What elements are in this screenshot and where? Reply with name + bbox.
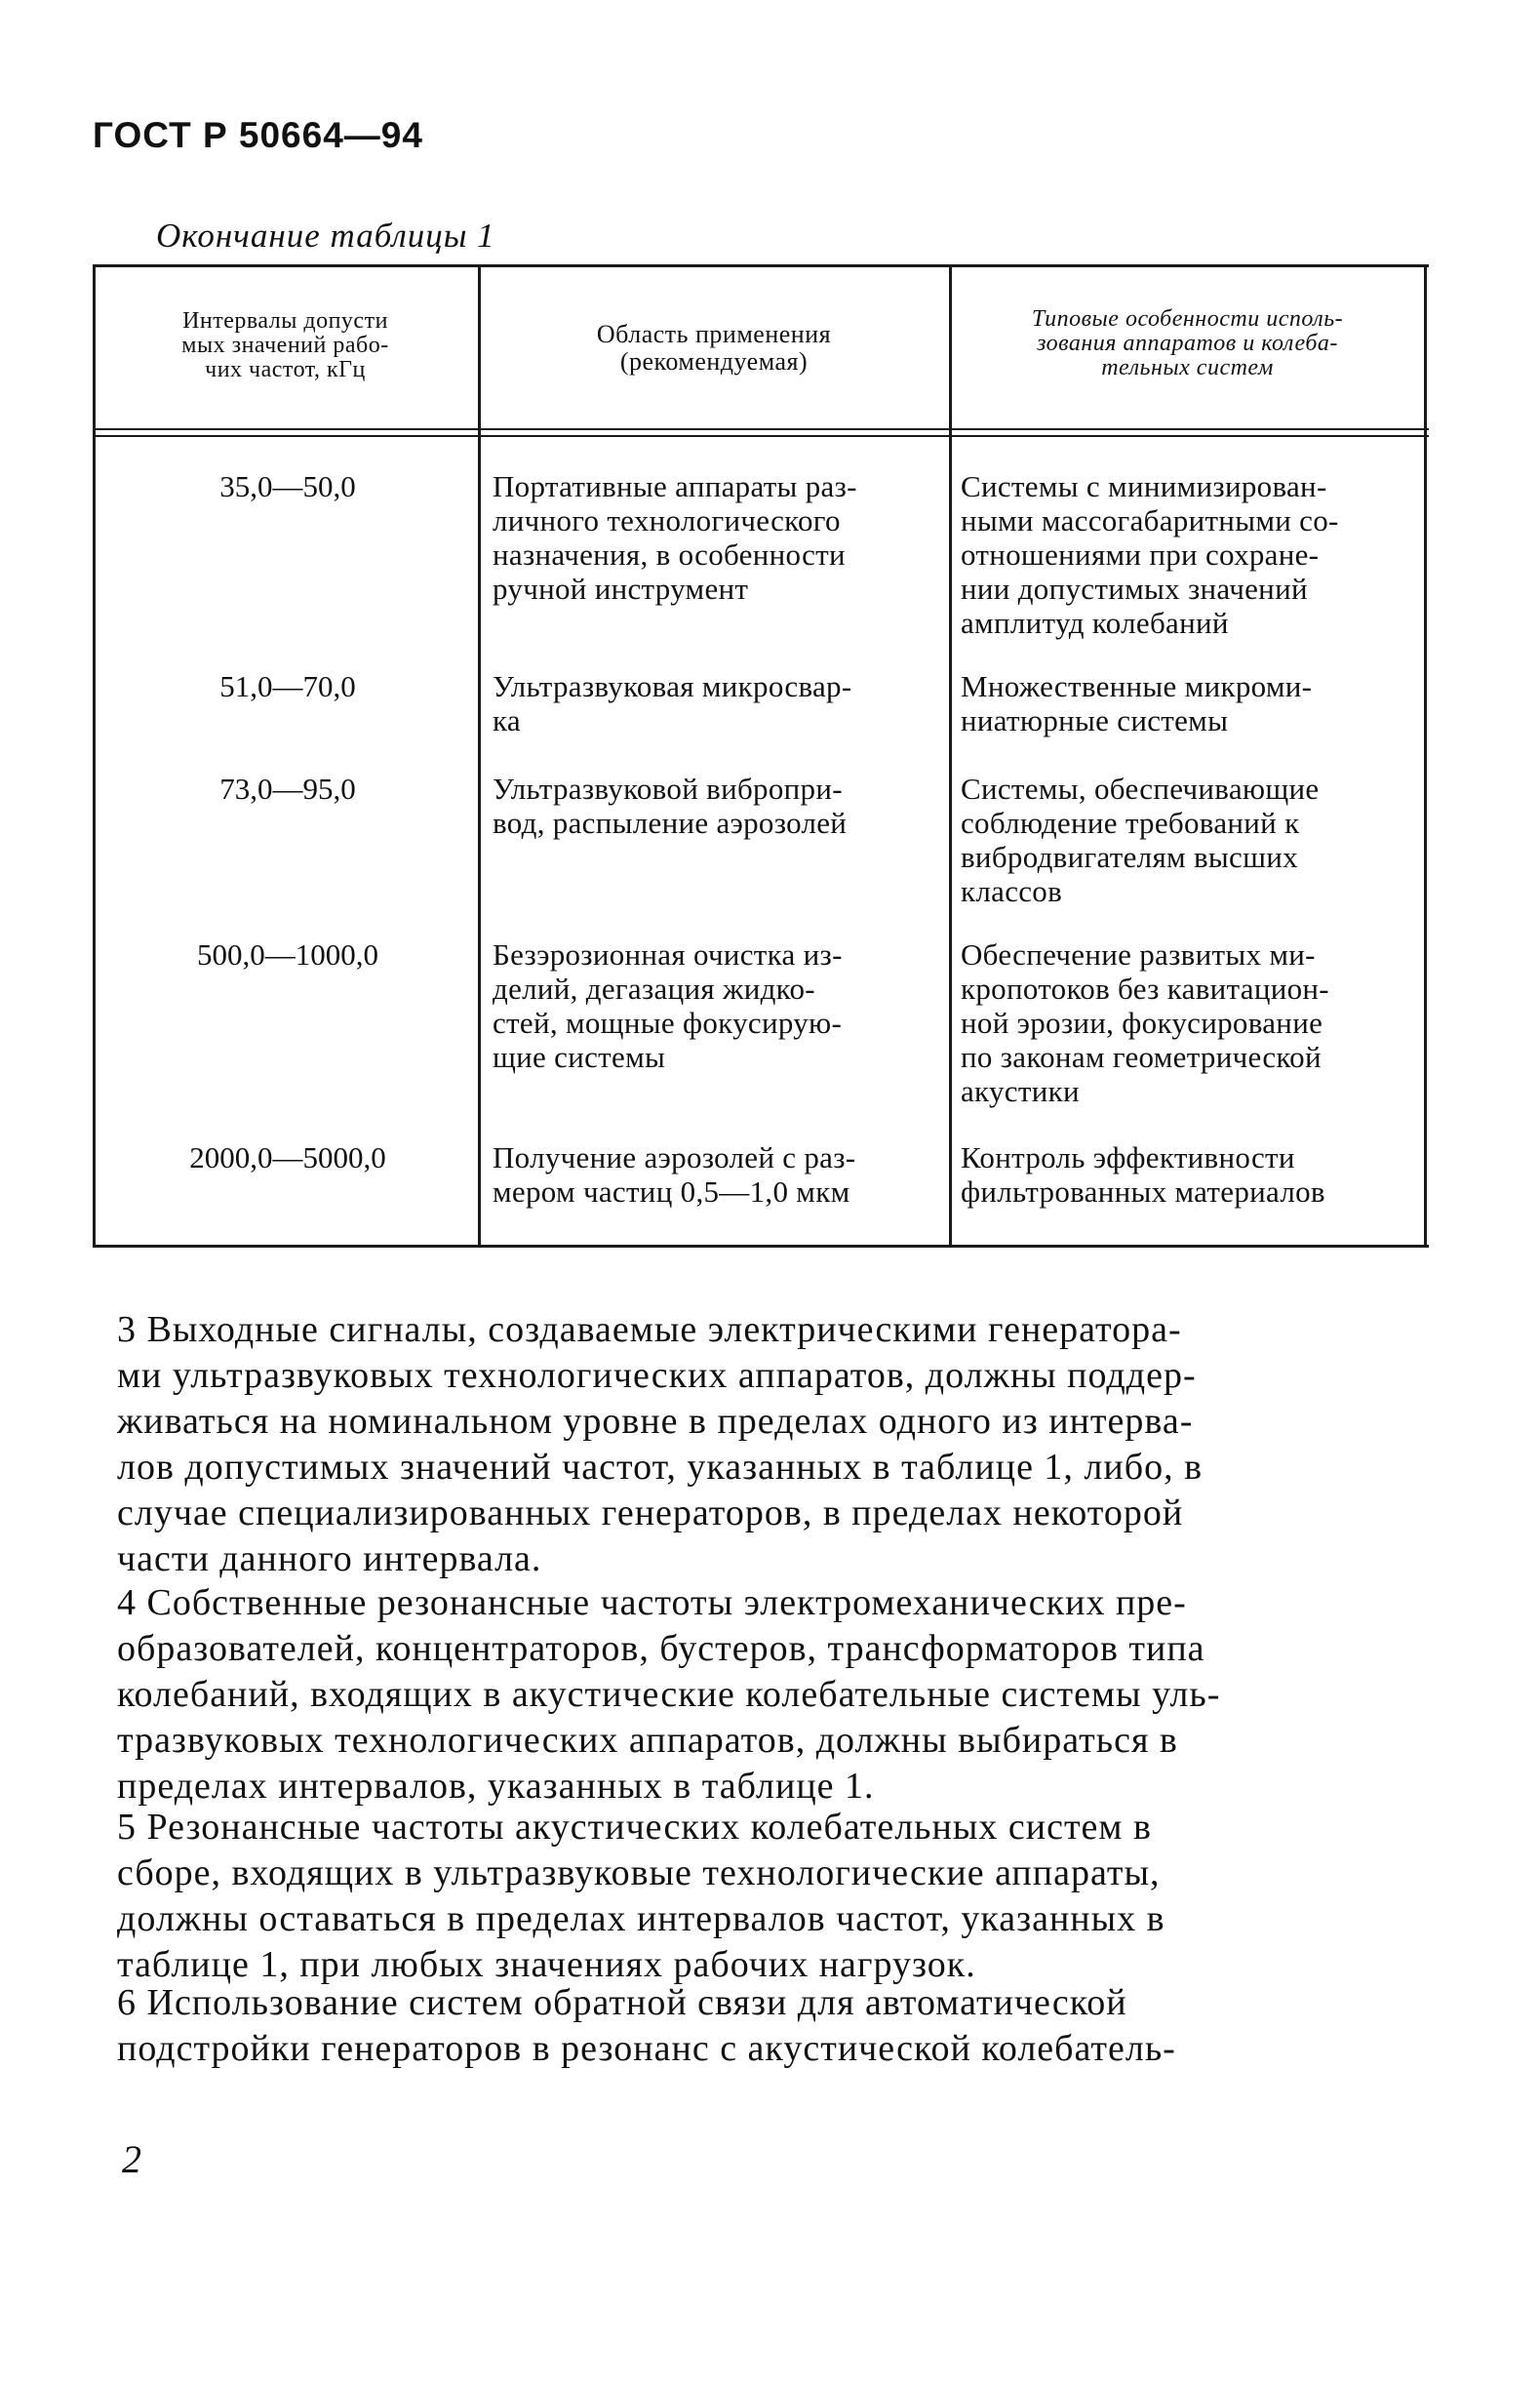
table-caption: Окончание таблицы 1 xyxy=(156,217,495,255)
application-area: Портативные аппараты раз- личного технологического назначения, в особенности ручной инструмент xyxy=(493,469,857,606)
table-top-rule xyxy=(93,264,1429,267)
application-area: Ультразвуковая микросвар- ка xyxy=(493,669,852,737)
paragraph-4: 4 Собственные резонансные частоты электромеханических пре- образователей, концентраторов, бустеров, трансформаторов типа колебаний, входящих в акустические колебательные системы уль- тразвуковых технологических аппаратов, должны выбираться в пределах интервалов, указанных в таблице 1. xyxy=(117,1582,1221,1807)
frequency-range: 73,0—95,0 xyxy=(219,772,356,806)
frequency-range: 500,0—1000,0 xyxy=(197,937,378,972)
table-right-border xyxy=(1424,264,1427,1248)
application-area: Безэрозионная очистка из- делий, дегазация жидко- стей, мощные фокусирую- щие системы xyxy=(493,937,843,1074)
column-header-frequency: Интервалы допусти мых значений рабо- чих частот, кГц xyxy=(181,308,389,382)
paragraph-6: 6 Использование систем обратной связи для автоматической подстройки генераторов в резонанс с акустической колебатель- xyxy=(117,1982,1176,2069)
frequency-range: 35,0—50,0 xyxy=(219,469,356,503)
table-left-border xyxy=(93,264,96,1248)
frequency-range: 51,0—70,0 xyxy=(219,669,356,703)
header-bottom-rule xyxy=(93,428,1429,430)
column-divider-1 xyxy=(478,264,481,1248)
paragraph-3: 3 Выходные сигналы, создаваемые электрическими генератора- ми ультразвуковых технологических аппаратов, должны поддер- живаться на номинальном уровне в пределах одного из интерва- лов допустимых значений частот, указанных в таблице 1, либо, в случае специализированных генераторов, в пределах некоторой части данного интервала. xyxy=(117,1309,1204,1579)
frequency-table xyxy=(93,264,1429,1250)
typical-features: Обеспечение развитых ми- кропотоков без кавитацион- ной эрозии, фокусирование по законам геометрической акустики xyxy=(961,937,1329,1108)
typical-features: Контроль эффективности фильтрованных материалов xyxy=(961,1140,1325,1209)
typical-features: Системы, обеспечивающие соблюдение требований к вибродвигателям высших классов xyxy=(961,772,1320,908)
typical-features: Множественные микроми- ниатюрные системы xyxy=(961,669,1313,737)
application-area: Ультразвуковой вибропри- вод, распыление аэрозолей xyxy=(493,772,848,840)
application-area: Получение аэрозолей с раз- мером частиц 0,5—1,0 мкм xyxy=(493,1140,856,1209)
header-bottom-rule-2 xyxy=(93,435,1429,437)
frequency-range: 2000,0—5000,0 xyxy=(189,1140,386,1174)
column-header-application: Область применения (рекомендуемая) xyxy=(596,320,832,376)
typical-features: Системы с минимизирован- ными массогабаритными со- отношениями при сохране- нии допустимых значений амплитуд колебаний xyxy=(961,469,1339,640)
column-header-features: Типовые особенности исполь- зования аппаратов и колеба- тельных систем xyxy=(1031,306,1344,380)
column-divider-2 xyxy=(949,264,952,1248)
page-number: 2 xyxy=(122,2137,141,2181)
paragraph-5: 5 Резонансные частоты акустических колебательных систем в сборе, входящих в ультразвуковые технологические аппараты, должны оставаться в пределах интервалов частот, указанных в таблице 1, при любых значениях рабочих нагрузок. xyxy=(117,1807,1165,1985)
table-bottom-rule xyxy=(93,1245,1429,1248)
document-header: ГОСТ Р 50664—94 xyxy=(93,115,423,155)
